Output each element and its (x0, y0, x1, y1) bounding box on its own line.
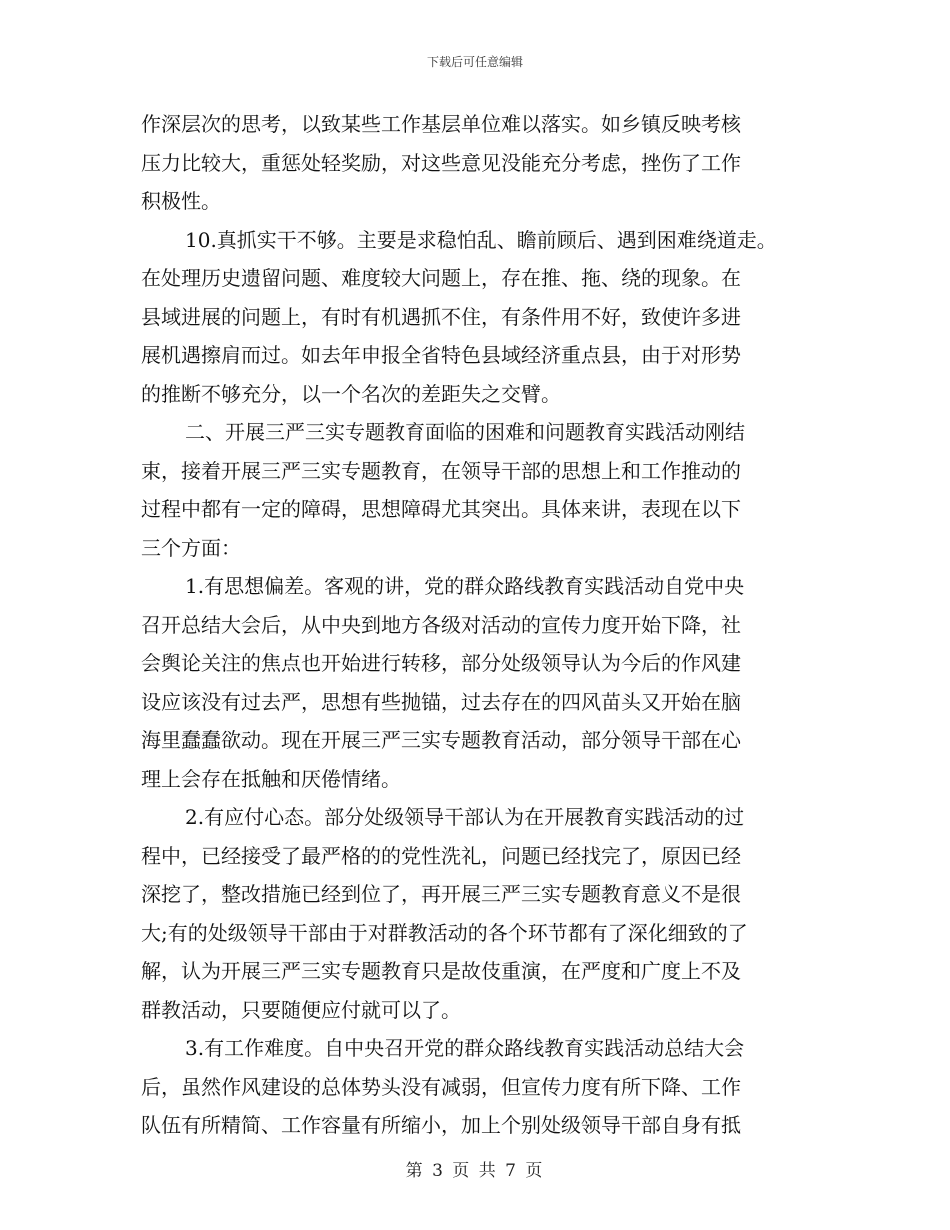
text-line: 深挖了，整改措施已经到位了，再开展三严三实专题教育意义不是很 (141, 882, 741, 906)
page-header: 下载后可任意编辑 (426, 55, 523, 69)
text-line: 群教活动，只要随便应付就可以了。 (141, 997, 461, 1022)
text-line: 会舆论关注的焦点也开始进行转移，部分处级领导认为今后的作风建 (141, 651, 741, 675)
text-line: 2.有应付心态。部分处级领导干部认为在开展教育实践活动的过 (185, 805, 745, 829)
text-line: 海里蠢蠢欲动。现在开展三严三实专题教育活动，部分领导干部在心 (141, 728, 741, 752)
text-line: 程中，已经接受了最严格的的党性洗礼，问题已经找完了，原因已经 (141, 843, 741, 868)
text-line: 召开总结大会后，从中央到地方各级对活动的宣传力度开始下降，社 (141, 612, 741, 637)
text-line: 过程中都有一定的障碍，思想障碍尤其突出。具体来讲，表现在以下 (141, 497, 741, 521)
text-line: 县域进展的问题上，有时有机遇抓不住，有条件用不好，致使许多进 (141, 304, 741, 329)
text-line: 大;有的处级领导干部由于对群教活动的各个环节都有了深化细致的了 (141, 920, 748, 945)
text-line: 1.有思想偏差。客观的讲，党的群众路线教育实践活动自党中央 (185, 574, 745, 598)
text-line: 束，接着开展三严三实专题教育，在领导干部的思想上和工作推动的 (141, 458, 741, 483)
text-line: 的推断不够充分，以一个名次的差距失之交臂。 (141, 381, 561, 406)
text-line: 二、开展三严三实专题教育面临的困难和问题教育实践活动刚结 (185, 420, 745, 444)
text-line: 在处理历史遗留问题、难度较大问题上，存在推、拖、绕的现象。在 (141, 266, 741, 290)
text-line: 展机遇擦肩而过。如去年申报全省特色县域经济重点县，由于对形势 (141, 343, 741, 367)
text-line: 解，认为开展三严三实专题教育只是故伎重演，在严度和广度上不及 (141, 959, 741, 983)
text-line: 压力比较大，重惩处轻奖励，对这些意见没能充分考虑，挫伤了工作 (141, 150, 741, 175)
page-footer: 第 3 页 共 7 页 (405, 1161, 545, 1181)
text-line: 10.真抓实干不够。主要是求稳怕乱、瞻前顾后、遇到困难绕道走。 (185, 227, 777, 252)
text-line: 理上会存在抵触和厌倦情绪。 (141, 766, 401, 791)
text-line: 3.有工作难度。自中央召开党的群众路线教育实践活动总结大会 (185, 1036, 745, 1060)
text-line: 作深层次的思考，以致某些工作基层单位难以落实。如乡镇反映考核 (141, 112, 741, 136)
text-line: 三个方面： (141, 535, 241, 560)
document-body (141, 105, 821, 1145)
text-line: 积极性。 (141, 189, 221, 213)
text-line: 设应该没有过去严，思想有些抛锚，过去存在的四风苗头又开始在脑 (141, 689, 741, 714)
text-line: 后，虽然作风建设的总体势头没有减弱，但宣传力度有所下降、工作 (141, 1074, 741, 1099)
text-line: 队伍有所精简、工作容量有所缩小，加上个别处级领导干部自身有抵 (141, 1113, 741, 1137)
